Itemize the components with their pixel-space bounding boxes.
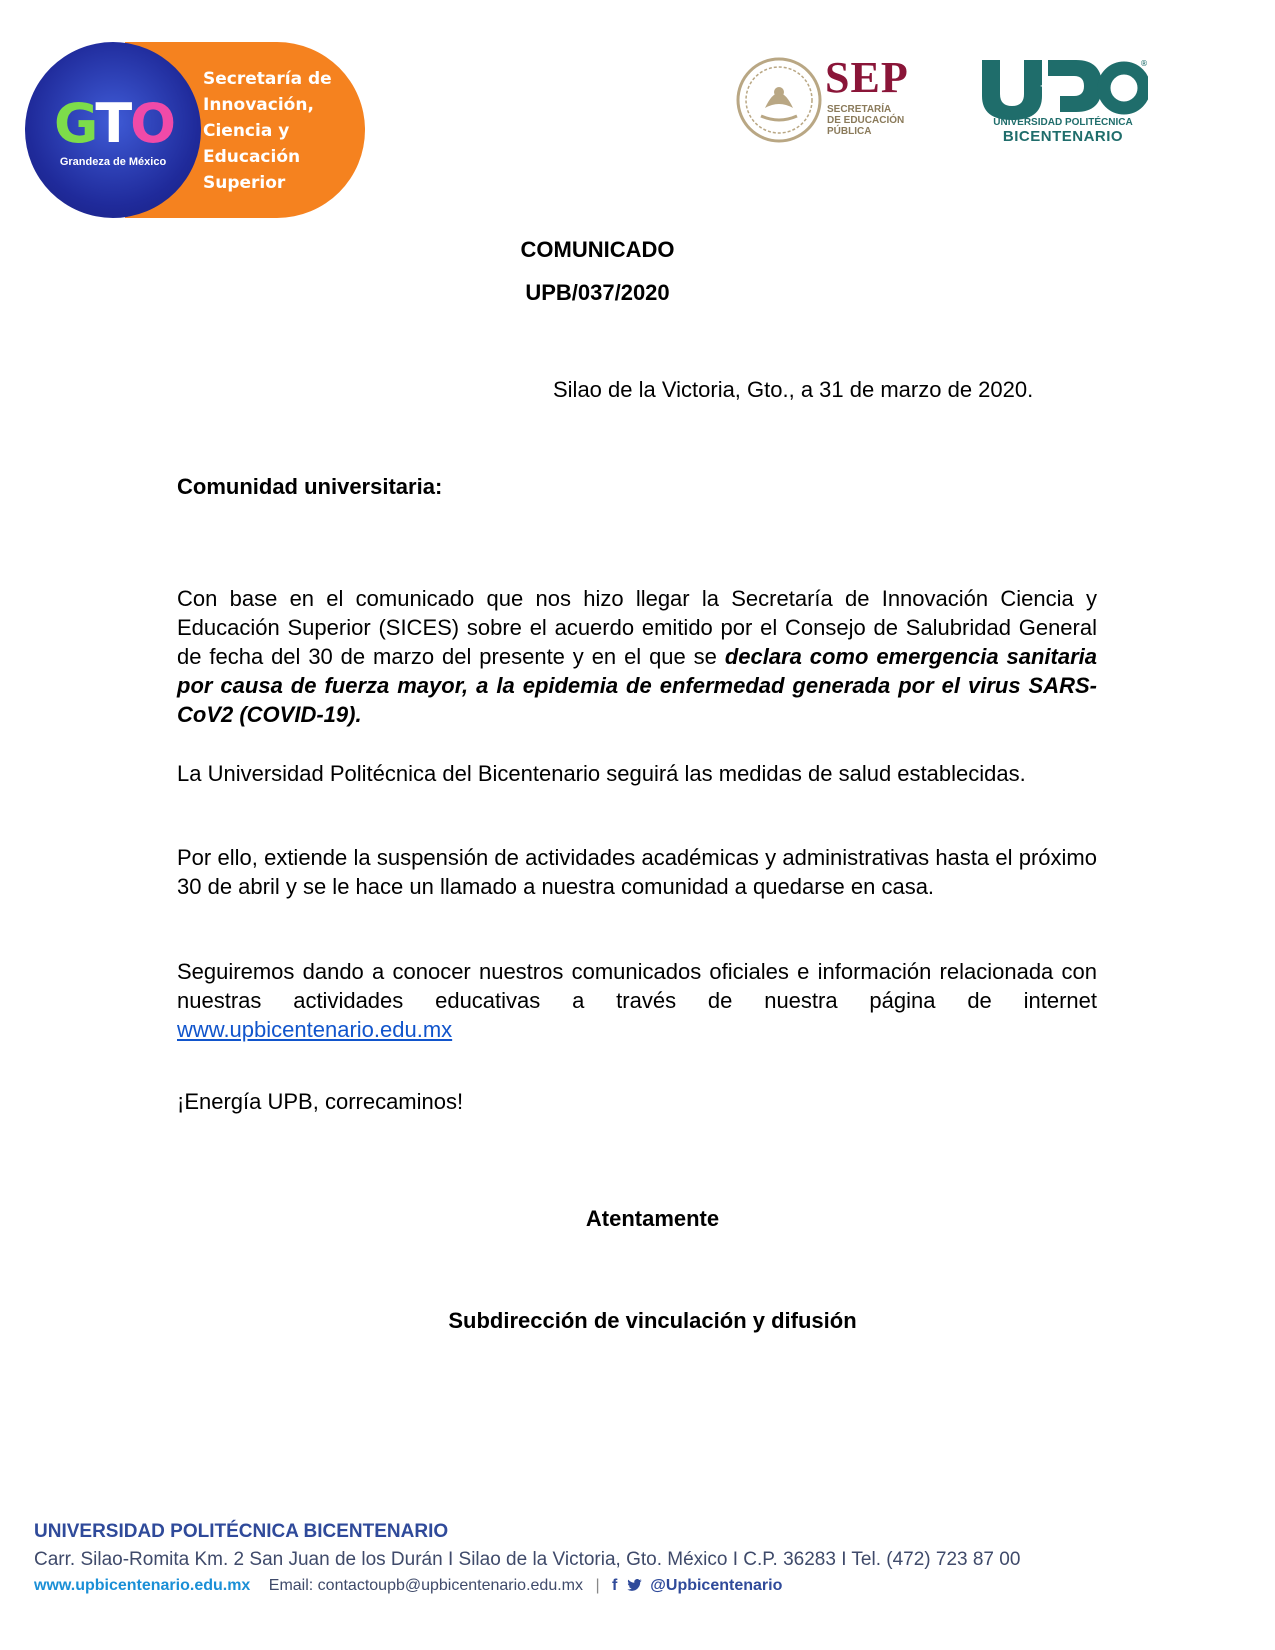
paragraph-4	[177, 957, 1097, 1044]
twitter-icon[interactable]	[627, 1579, 642, 1591]
sep-logo	[735, 53, 935, 146]
upb-subtitle-large: BICENTENARIO	[1002, 128, 1124, 145]
gto-line-3: Ciencia y	[203, 121, 290, 141]
date-line: Silao de la Victoria, Gto., a 31 de marzo de 2020.	[553, 377, 1034, 402]
paragraph-1-emphasis: declara como emergencia sanitaria por causa de fuerza mayor, a la epidemia de enfermedad generada por el virus SARS-CoV2 (COVID-19).	[177, 644, 1097, 727]
paragraph-2: La Universidad Politécnica del Bicentenario seguirá las medidas de salud establecidas.	[177, 761, 1026, 786]
paragraph-4-text: Seguiremos dando a conocer nuestros comunicados oficiales e información relacionada con nuestras actividades educativas a través de nuestra página de internet	[177, 959, 1097, 1013]
upb-mark-icon	[978, 56, 1148, 120]
footer-address: Carr. Silao-Romita Km. 2 San Juan de los Durán I Silao de la Victoria, Gto. México I C.P. 36283 I Tel. (472) 723 87 00	[34, 1549, 1021, 1570]
document-title: COMUNICADO	[520, 237, 675, 262]
paragraph-5: ¡Energía UPB, correcaminos!	[177, 1089, 464, 1114]
sep-subtitle	[827, 104, 904, 137]
facebook-icon[interactable]: f	[612, 1577, 618, 1594]
upb-logo	[978, 56, 1158, 156]
document-reference: UPB/037/2020	[525, 280, 670, 305]
sep-subtitle-line-1: SECRETARÍA	[827, 104, 892, 115]
gto-tagline: Grandeza de México	[59, 156, 167, 168]
footer-institution: UNIVERSIDAD POLITÉCNICA BICENTENARIO	[34, 1521, 449, 1542]
paragraph-1	[177, 584, 1097, 729]
gto-logo	[25, 42, 365, 218]
paragraph-3: Por ello, extiende la suspensión de actividades académicas y administrativas hasta el próximo 30 de abril y se le hace un llamado a nuestra comunidad a quedarse en casa.	[177, 845, 1097, 899]
gto-line-1: Secretaría de	[203, 69, 332, 89]
sep-subtitle-line-2: DE EDUCACIÓN	[827, 115, 905, 126]
gto-wordmark: GTO	[53, 92, 175, 155]
upb-subtitle-small: UNIVERSIDAD POLITÉCNICA	[993, 117, 1133, 128]
mexico-seal-icon	[735, 56, 823, 144]
gto-line-5: Superior	[203, 173, 286, 193]
sep-wordmark: SEP	[825, 53, 909, 102]
svg-text:®: ®	[1140, 59, 1148, 68]
closing: Atentamente	[585, 1206, 720, 1231]
sep-subtitle-line-3: PÚBLICA	[827, 126, 872, 137]
gto-line-4: Educación	[203, 147, 301, 167]
footer-social-handle[interactable]: @Upbicentenario	[650, 1577, 783, 1594]
footer-email[interactable]: Email: contactoupb@upbicentenario.edu.mx	[268, 1577, 583, 1594]
gto-secretaria-text	[203, 66, 363, 196]
footer-divider: |	[595, 1577, 600, 1594]
signature: Subdirección de vinculación y difusión	[448, 1308, 857, 1333]
gto-line-2: Innovación,	[203, 95, 314, 115]
greeting: Comunidad universitaria:	[177, 474, 443, 499]
footer-contact	[34, 1577, 782, 1595]
website-link[interactable]: www.upbicentenario.edu.mx	[177, 1017, 453, 1042]
footer-website[interactable]: www.upbicentenario.edu.mx	[34, 1577, 251, 1594]
paragraph-1-text: Con base en el comunicado que nos hizo llegar la Secretaría de Innovación Ciencia y Educación Superior (SICES) sobre el acuerdo emitido por el Consejo de Salubridad General de fecha del 30 de marzo del presente y en el que se	[177, 586, 1097, 669]
